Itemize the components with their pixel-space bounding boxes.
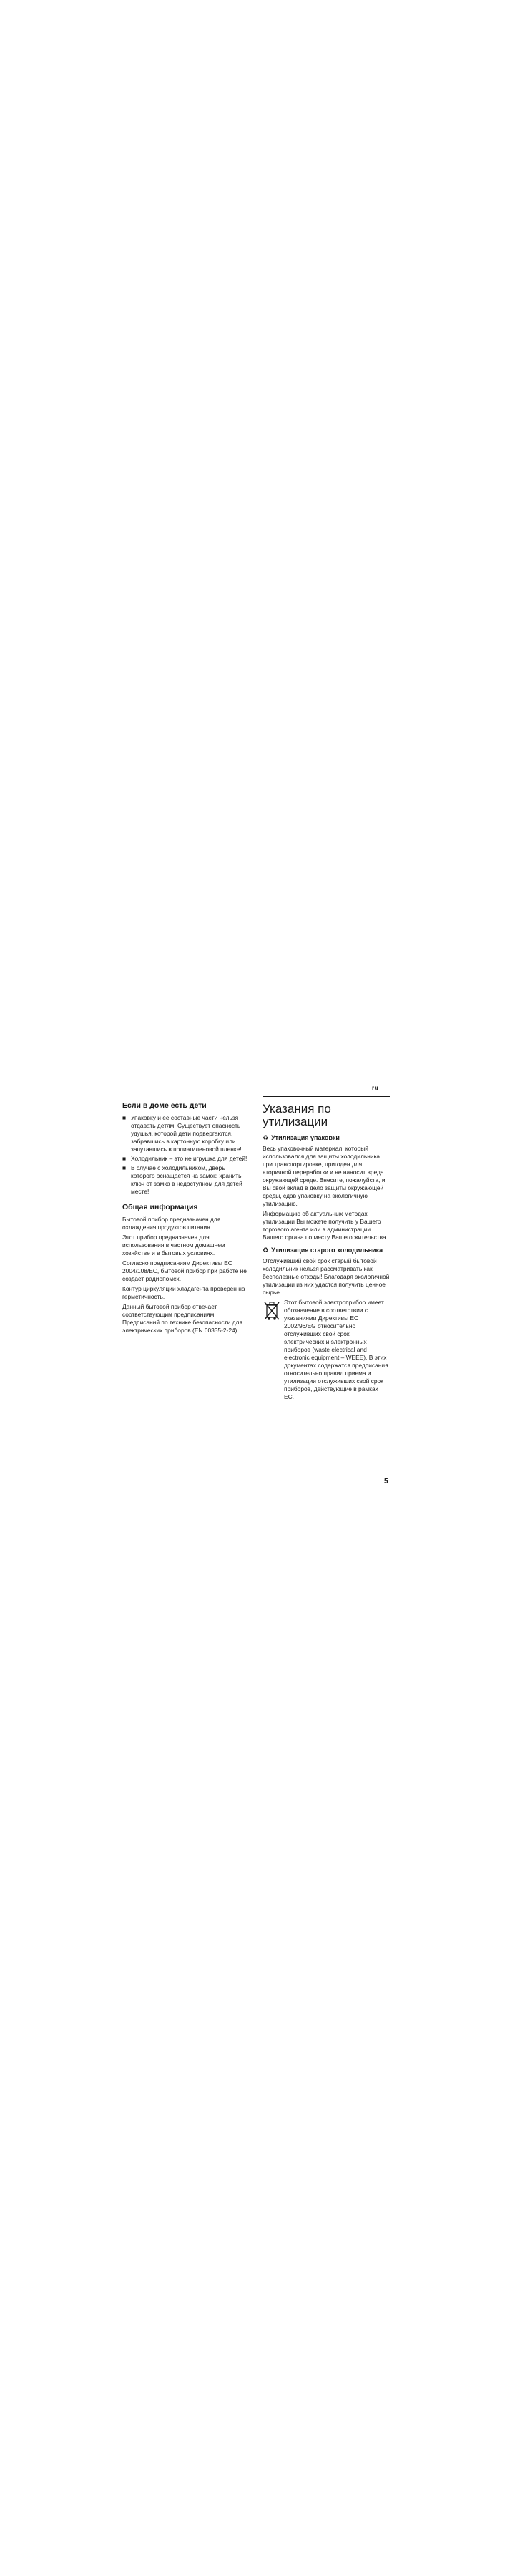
- list-item-text: Холодильник – это не игрушка для детей!: [131, 1155, 247, 1162]
- list-item: [122, 1114, 250, 1153]
- paragraph: Этот прибор предназначен для использования в частном домашнем хозяйстве и в бытовых условиях.: [122, 1234, 225, 1257]
- recycle-icon: ♻: [263, 1134, 269, 1141]
- packaging-title: Утилизация упаковки: [271, 1134, 340, 1141]
- paragraph: Бытовой прибор предназначен для охлаждения продуктов питания.: [122, 1216, 221, 1231]
- disposal-title: Указания по утилизации: [263, 1102, 331, 1128]
- list-item: [122, 1155, 250, 1163]
- list-item-text: Упаковку и ее составные части нельзя отдавать детям. Существует опасность удушья, которой дети подвергаются, забравшись в картонную коробку или запутавшись в полиэтиленовой пленке!: [131, 1114, 242, 1153]
- paragraph: Информацию об актуальных методах утилизации Вы можете получить у Вашего торгового агента или в администрации Вашего органа по месту Вашего жительства.: [263, 1210, 388, 1241]
- general-info-title: Общая информация: [122, 1203, 198, 1211]
- page-number: 5: [384, 1478, 388, 1485]
- bullet-icon: ■: [122, 1155, 127, 1162]
- recycle-icon: ♻: [263, 1246, 269, 1254]
- section-rule: [263, 1096, 390, 1097]
- paragraph: Контур циркуляции хладагента проверен на герметичность.: [122, 1285, 245, 1300]
- old-appliance-heading: [263, 1246, 390, 1254]
- paragraph: Согласно предписаниям Директивы ЕС 2004/108/EC, бытовой прибор при работе не создает радиопомех.: [122, 1259, 247, 1282]
- children-list: [122, 1114, 250, 1196]
- paragraph: Весь упаковочный материал, который использовался для защиты холодильника при транспортировке, пригоден для вторичной переработки и не наносит вреда окружающей среде. Внесите, пожалуйста, и Вы свой вклад в дело защиты окружающей среды, сдав упаковку на экологичную утилизацию.: [263, 1145, 386, 1207]
- list-item-text: В случае с холодильником, дверь которого оснащается на замок: хранить ключ от замка в недоступном для детей месте!: [131, 1164, 242, 1195]
- bullet-icon: ■: [122, 1164, 127, 1171]
- old-appliance-title: Утилизация старого холодильника: [271, 1246, 383, 1254]
- left-column: [122, 1101, 250, 1337]
- right-column: [263, 1103, 390, 1403]
- weee-paragraph: Этот бытовой электроприбор имеет обозначение в соответствии с указаниями Директивы ЕС 2002/96/EG относительно отслуживших свой срок электрических и электронных приборов (waste electrical and electronic equipment – WEEE). В этих документах содержатся предписания относительно правил приема и утилизации отслуживших свой срок приборов, действующие в рамках ЕС.: [284, 1299, 388, 1400]
- bullet-icon: ■: [122, 1114, 127, 1121]
- weee-block: [263, 1299, 390, 1403]
- language-tag: ru: [372, 1085, 378, 1091]
- paragraph: Отслуживший свой срок старый бытовой холодильник нельзя рассматривать как бесполезные отходы! Благодаря экологичной утилизации из них удастся получить ценное сырье.: [263, 1257, 390, 1296]
- list-item: [122, 1164, 250, 1196]
- packaging-heading: [263, 1134, 390, 1142]
- crossed-out-bin-icon: [263, 1300, 281, 1322]
- children-section-title: Если в доме есть дети: [122, 1101, 207, 1110]
- paragraph: Данный бытовой прибор отвечает соответствующим предписаниям Предписаний по технике безопасности для электрических приборов (EN 60335-2-24).: [122, 1303, 242, 1334]
